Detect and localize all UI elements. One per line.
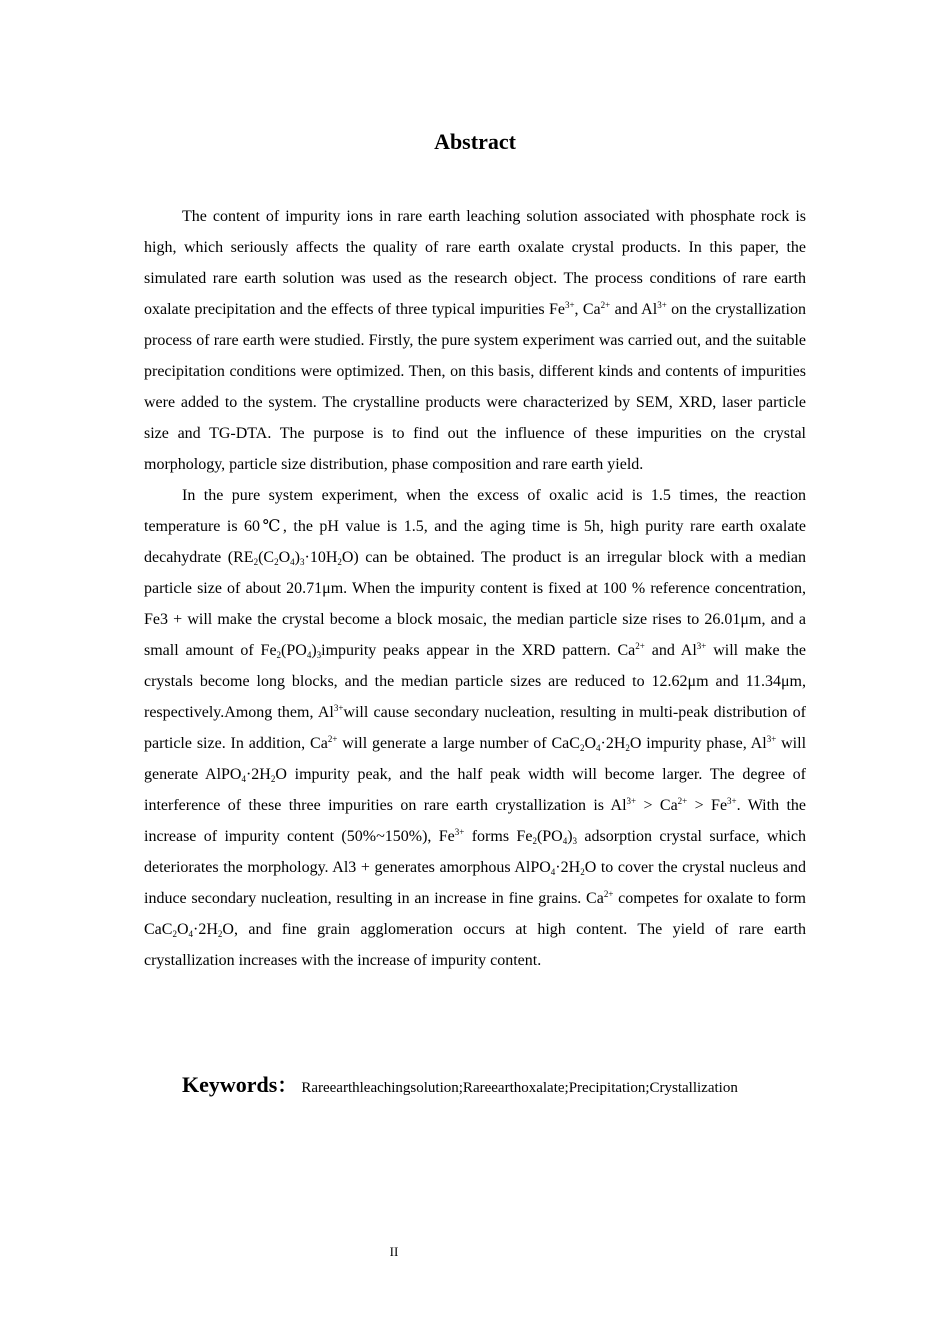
text-run: > Ca (636, 797, 678, 814)
text-run: forms Fe (464, 828, 533, 845)
text-run: O impurity peak, and the half peak width will become larger. The degree of interference of these three impurities on rare earth crystallization is Al (144, 766, 807, 814)
subscript: 4 (188, 929, 194, 939)
text-run: O (176, 921, 189, 938)
text-run: adsorption crystal surface, which deteriorates the morphology. Al3 + generates amorphous AlPO (144, 828, 807, 876)
text-run: O, and fine grain agglomeration occurs at high content. The yield of rare earth crystallization increases with the increase of impurity content. (144, 921, 806, 969)
superscript: 2+ (603, 889, 614, 899)
superscript: 2+ (327, 734, 338, 744)
text-run: and Al (610, 301, 658, 318)
text-run: ·10H (304, 549, 338, 566)
superscript: 2+ (677, 796, 688, 806)
page-title: Abstract (434, 129, 516, 154)
superscript: 3+ (696, 641, 707, 651)
superscript: 3+ (766, 734, 777, 744)
abstract-paragraph (144, 201, 806, 480)
text-run: will generate AlPO (144, 735, 807, 783)
keywords-colon: ： (277, 1075, 298, 1097)
superscript: 3+ (454, 827, 465, 837)
superscript: 3+ (657, 300, 667, 310)
text-run: ) (567, 828, 573, 845)
subscript: 4 (290, 557, 295, 567)
superscript: 3+ (333, 703, 344, 713)
subscript: 4 (306, 650, 312, 660)
text-run: ) (294, 549, 300, 566)
text-run: , Ca (574, 301, 601, 318)
subscript: 2 (276, 650, 282, 660)
keywords-line (182, 1068, 822, 1105)
text-run: (PO (281, 642, 307, 659)
subscript: 4 (241, 774, 246, 784)
text-run: (C (258, 549, 275, 566)
text-run: ·2H (193, 921, 218, 938)
keywords-label: Keywords (182, 1072, 278, 1097)
text-run: will generate a large number of CaC (337, 735, 580, 752)
subscript: 2 (172, 929, 177, 939)
subscript: 2 (270, 774, 276, 784)
superscript: 2+ (635, 641, 645, 651)
subscript: 2 (274, 557, 279, 567)
abstract-paragraph (144, 480, 806, 976)
subscript: 4 (562, 836, 568, 846)
text-run: ) (311, 642, 317, 659)
text-run: ·2H (245, 766, 271, 783)
subscript: 2 (337, 557, 342, 567)
text-run: will cause secondary nucleation, resulting in multi-peak distribution of particle size. In addition, Ca (144, 704, 806, 752)
subscript: 2 (253, 557, 259, 567)
subscript: 3 (299, 557, 305, 567)
subscript: 3 (316, 650, 322, 660)
text-run: The content of impurity ions in rare earth leaching solution associated with phosphate rock is high, which seriously affects the quality of rare earth oxalate crystal products. In this paper, the simulated rare earth solution was used as the research object. The process conditions of rare earth oxalate precipitation and the effects of three typical impurities Fe (144, 208, 806, 318)
subscript: 4 (596, 743, 601, 753)
text-run: . With the increase of impurity content (50%~150%), Fe (144, 797, 806, 845)
superscript: 3+ (727, 796, 737, 806)
subscript: 2 (580, 867, 585, 877)
subscript: 4 (550, 867, 556, 877)
subscript: 2 (217, 929, 223, 939)
superscript: 2+ (600, 300, 611, 310)
text-run: impurity peaks appear in the XRD pattern. Ca (321, 642, 636, 659)
page-number: II (389, 1244, 399, 1259)
subscript: 2 (532, 836, 537, 846)
text-run: O) can be obtained. The product is an irregular block with a median particle size of about 20.71μm. When the impurity content is fixed at 100 % reference concentration, Fe3 + will make the crystal become a block mosaic, the median particle size rises to 26.01μm, and a small amount of Fe (144, 549, 807, 659)
text-run: and Al (644, 642, 697, 659)
text-run: ·2H (600, 735, 626, 752)
text-run: O (584, 735, 596, 752)
text-run: ·2H (555, 859, 581, 876)
subscript: 2 (625, 743, 630, 753)
superscript: 3+ (564, 300, 575, 310)
keywords-text: Rareearthleachingsolution;Rareearthoxalate;Precipitation;Crystallization (301, 1080, 738, 1096)
text-run: will make the crystals become long blocks, and the median particle sizes are reduced to 12.62μm and 11.34μm, respectively.Among them, Al (144, 642, 807, 721)
text-run: O (278, 549, 291, 566)
text-run: (PO (536, 828, 563, 845)
subscript: 3 (572, 836, 578, 846)
superscript: 3+ (626, 796, 637, 806)
text-run: O impurity phase, Al (629, 735, 767, 752)
text-run: In the pure system experiment, when the excess of oxalic acid is 1.5 times, the reaction temperature is 60℃, the pH value is 1.5, and the aging time is 5h, high purity rare earth oxalate decahydrate (RE (144, 487, 806, 566)
text-run: > Fe (687, 797, 728, 814)
text-run: competes for oxalate to form CaC (144, 890, 806, 938)
abstract-body (144, 201, 806, 976)
text-run: on the crystallization process of rare earth were studied. Firstly, the pure system experiment was carried out, and the suitable precipitation conditions were optimized. Then, on this basis, different kinds and contents of impurities were added to the system. The crystalline products were characterized by SEM, XRD, laser particle size and TG-DTA. The purpose is to find out the influence of these impurities on the crystal morphology, particle size distribution, phase composition and rare earth yield. (144, 301, 807, 473)
subscript: 2 (579, 743, 585, 753)
text-run: O to cover the crystal nucleus and induce secondary nucleation, resulting in an increase in fine grains. Ca (144, 859, 807, 907)
